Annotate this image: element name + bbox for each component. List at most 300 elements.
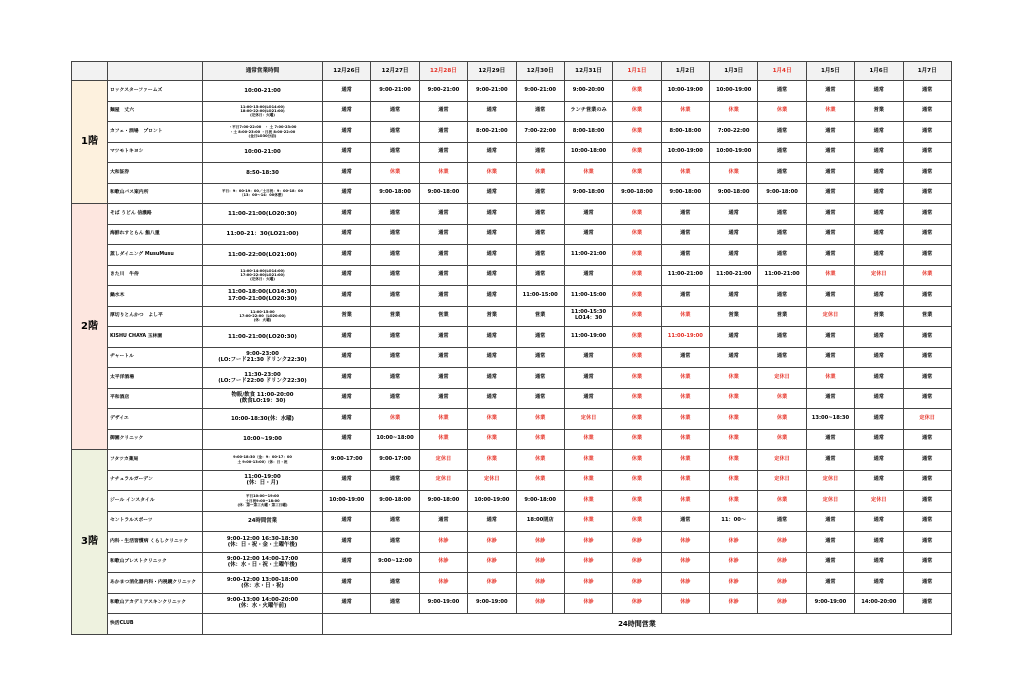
day-status: 休業 [613, 286, 661, 307]
table-row [72, 183, 952, 204]
day-status: 通常 [806, 204, 854, 225]
day-status: 休業 [613, 306, 661, 327]
day-status: 9:00-18:00 [613, 183, 661, 204]
day-status: 休診 [564, 552, 612, 573]
day-status: 休業 [710, 491, 758, 512]
day-status: 9:00-18:00 [419, 183, 467, 204]
day-status: 通常 [323, 327, 371, 348]
day-status: 休診 [661, 532, 709, 553]
day-status: 通常 [419, 101, 467, 122]
day-status: 休診 [564, 532, 612, 553]
day-status: 通常 [903, 368, 951, 389]
day-status: 通常 [806, 122, 854, 143]
day-status: 通常 [806, 183, 854, 204]
holiday-hours-table [71, 61, 952, 635]
day-status: 休業 [564, 450, 612, 471]
regular-hours: 11:00-21：30(LO21:00) [203, 224, 323, 245]
floor-label: 2階 [72, 204, 108, 450]
day-status: 定休日 [903, 409, 951, 430]
day-status: 休業 [613, 122, 661, 143]
day-status: 休業 [564, 491, 612, 512]
date-header: 1月6日 [855, 62, 903, 81]
day-status: 通常 [758, 142, 806, 163]
day-status: 9:00-21:00 [419, 81, 467, 102]
day-status: 休診 [710, 573, 758, 594]
table-row [72, 614, 952, 635]
day-status: 10:00-19:00 [468, 491, 516, 512]
day-status: 通常 [419, 327, 467, 348]
day-status: 通常 [903, 327, 951, 348]
store-name: デザイエ [108, 409, 203, 430]
day-status: 通常 [903, 142, 951, 163]
table-row [72, 470, 952, 491]
day-status: 休診 [516, 532, 564, 553]
day-status: 通常 [806, 388, 854, 409]
day-status: 9:00-19:00 [806, 593, 854, 614]
day-status: 通常 [323, 388, 371, 409]
day-status: 通常 [855, 204, 903, 225]
regular-hours [203, 614, 323, 635]
day-status: 通常 [806, 142, 854, 163]
day-status: 休業 [710, 163, 758, 184]
day-status: 休業 [758, 388, 806, 409]
day-status: 休診 [758, 593, 806, 614]
day-status: 10:00-19:00 [661, 81, 709, 102]
day-status: 休業 [564, 511, 612, 532]
day-status: 通常 [371, 142, 419, 163]
day-status: 通常 [371, 573, 419, 594]
day-status: 11:00-21:00 [758, 265, 806, 286]
day-status: 定休日 [468, 470, 516, 491]
day-status: 通常 [516, 245, 564, 266]
day-status: 休業 [903, 265, 951, 286]
day-status: 通常 [855, 532, 903, 553]
regular-hours: 10:00-21:00 [203, 142, 323, 163]
day-status: 通常 [855, 183, 903, 204]
day-status: 通常 [468, 265, 516, 286]
day-status: 通常 [903, 163, 951, 184]
table-row [72, 450, 952, 471]
day-status: 通常 [371, 265, 419, 286]
day-status: 通常 [806, 224, 854, 245]
day-status: 通常 [855, 224, 903, 245]
day-status: 休業 [613, 511, 661, 532]
store-name: そば うどん 信濃路 [108, 204, 203, 225]
day-status: 通常 [371, 470, 419, 491]
day-status: 休診 [564, 573, 612, 594]
date-header: 1月5日 [806, 62, 854, 81]
day-status: 通常 [806, 286, 854, 307]
day-status: 通常 [661, 511, 709, 532]
day-status: 通常 [855, 388, 903, 409]
day-status: 休診 [516, 593, 564, 614]
day-status: 通常 [371, 286, 419, 307]
day-status: 休業 [613, 327, 661, 348]
day-status: 休業 [613, 142, 661, 163]
date-header: 1月7日 [903, 62, 951, 81]
day-status: 通常 [855, 511, 903, 532]
store-name: 和歌山アカデミアスキンクリニック [108, 593, 203, 614]
store-header [108, 62, 203, 81]
day-status: 通常 [323, 204, 371, 225]
day-status: 休業 [516, 429, 564, 450]
day-status: 9:00-21:00 [468, 81, 516, 102]
day-status: 通常 [323, 163, 371, 184]
day-status: 通常 [855, 552, 903, 573]
table-row [72, 306, 952, 327]
day-status: 休業 [806, 101, 854, 122]
day-status: 休業 [468, 429, 516, 450]
table-row [72, 552, 952, 573]
day-status: 休業 [516, 470, 564, 491]
store-name: 大和証券 [108, 163, 203, 184]
day-status: 休業 [758, 429, 806, 450]
day-status: 通常 [516, 183, 564, 204]
date-header: 12月31日 [564, 62, 612, 81]
day-status: 通常 [564, 224, 612, 245]
day-status: 通常 [806, 450, 854, 471]
day-status: 休業 [661, 409, 709, 430]
day-status: 通常 [806, 511, 854, 532]
day-status: 休業 [661, 388, 709, 409]
header-row [72, 62, 952, 81]
day-status: 通常 [371, 388, 419, 409]
date-header: 1月1日 [613, 62, 661, 81]
floor-label: 3階 [72, 450, 108, 635]
day-status: 休業 [758, 101, 806, 122]
day-status: 通常 [371, 532, 419, 553]
day-status: 休業 [613, 388, 661, 409]
date-header: 12月26日 [323, 62, 371, 81]
day-status: ランチ営業のみ [564, 101, 612, 122]
day-status: 通常 [758, 511, 806, 532]
day-status: 定休日 [419, 450, 467, 471]
day-status: 通常 [371, 347, 419, 368]
table-row [72, 327, 952, 348]
day-status: 休業 [661, 368, 709, 389]
day-status: 通常 [855, 450, 903, 471]
day-status: 休業 [661, 450, 709, 471]
day-status: 通常 [661, 224, 709, 245]
day-status: 9:00-18:00 [710, 183, 758, 204]
day-status: 通常 [371, 593, 419, 614]
day-status: 通常 [323, 101, 371, 122]
day-status: 通常 [806, 245, 854, 266]
day-status: 通常 [903, 532, 951, 553]
day-status: 営業 [516, 306, 564, 327]
day-status: 通常 [903, 286, 951, 307]
day-status: 休業 [710, 368, 758, 389]
date-header: 12月28日 [419, 62, 467, 81]
day-status: 通常 [710, 245, 758, 266]
day-status: 通常 [903, 470, 951, 491]
day-status: 通常 [855, 122, 903, 143]
date-header: 12月30日 [516, 62, 564, 81]
all-days-status: 24時間営業 [323, 614, 952, 635]
day-status: 休業 [564, 470, 612, 491]
day-status: 通常 [323, 347, 371, 368]
regular-hours: 9:00-13:00 14:00-20:00 (休：水・火曜午前) [203, 593, 323, 614]
store-name: カフェ・酒場 プロント [108, 122, 203, 143]
table-row [72, 163, 952, 184]
day-status: 通常 [516, 101, 564, 122]
day-status: 休業 [710, 388, 758, 409]
regular-hours: 9:00-12:00 14:00-17:00 (休：水・日・祝・土曜午後) [203, 552, 323, 573]
day-status: 営業 [903, 306, 951, 327]
store-name: 和歌山バス案内所 [108, 183, 203, 204]
day-status: 通常 [855, 327, 903, 348]
day-status: 通常 [419, 388, 467, 409]
day-status: 通常 [371, 122, 419, 143]
day-status: 通常 [516, 224, 564, 245]
regular-hours: 9:00-18:30（金：9：00-17：00 土 9:00-13:00）（休：日・祝 [203, 450, 323, 471]
date-header: 12月29日 [468, 62, 516, 81]
day-status: 通常 [903, 491, 951, 512]
table-row [72, 101, 952, 122]
store-name: 快活CLUB [108, 614, 203, 635]
day-status: 定休日 [806, 491, 854, 512]
day-status: 営業 [710, 306, 758, 327]
day-status: 通常 [516, 347, 564, 368]
day-status: 通常 [323, 286, 371, 307]
day-status: 通常 [855, 409, 903, 430]
regular-hours: 8:50-18:30 [203, 163, 323, 184]
table-row [72, 265, 952, 286]
day-status: 休業 [758, 491, 806, 512]
day-status: 通常 [323, 429, 371, 450]
day-status: 通常 [855, 286, 903, 307]
day-status: 休業 [710, 450, 758, 471]
day-status: 通常 [468, 368, 516, 389]
day-status: 通常 [661, 245, 709, 266]
table-row [72, 511, 952, 532]
day-status: 通常 [903, 101, 951, 122]
day-status: 休業 [419, 163, 467, 184]
day-status: 8:00-18:00 [661, 122, 709, 143]
day-status: 休業 [613, 224, 661, 245]
day-status: 通常 [855, 347, 903, 368]
table-row [72, 142, 952, 163]
day-status: 通常 [468, 245, 516, 266]
day-status: 通常 [710, 224, 758, 245]
regular-hours: 11:00-15:00(LO14:00) 18:00-22:00(LO21:00) (定休日：火曜) [203, 101, 323, 122]
day-status: 営業 [855, 101, 903, 122]
day-status: 通常 [419, 204, 467, 225]
day-status: 通常 [323, 552, 371, 573]
day-status: 休診 [661, 593, 709, 614]
table-body [72, 81, 952, 635]
day-status: 定休日 [806, 306, 854, 327]
day-status: 通常 [419, 347, 467, 368]
day-status: 通常 [371, 101, 419, 122]
day-status: 通常 [419, 511, 467, 532]
day-status: 通常 [903, 245, 951, 266]
day-status: 休業 [661, 491, 709, 512]
hours-header: 通常営業時間 [203, 62, 323, 81]
day-status: 通常 [323, 245, 371, 266]
table-row [72, 81, 952, 102]
day-status: 通常 [758, 245, 806, 266]
day-status: 定休日 [855, 265, 903, 286]
day-status: 休業 [468, 409, 516, 430]
day-status: 9:00-18:00 [419, 491, 467, 512]
day-status: 通常 [903, 573, 951, 594]
day-status: 休業 [710, 101, 758, 122]
day-status: 通常 [468, 347, 516, 368]
store-name: 麺屋 丈六 [108, 101, 203, 122]
table-row [72, 409, 952, 430]
day-status: 休業 [758, 409, 806, 430]
day-status: 通常 [371, 224, 419, 245]
day-status: 9:00-20:00 [564, 81, 612, 102]
day-status: 通常 [661, 286, 709, 307]
day-status: 通常 [710, 204, 758, 225]
day-status: 休業 [613, 368, 661, 389]
table-row [72, 286, 952, 307]
day-status: 通常 [516, 368, 564, 389]
day-status: 休診 [710, 593, 758, 614]
regular-hours: 9:00-12:00 13:00-18:00 (休：水・日・祝) [203, 573, 323, 594]
day-status: 10:00-19:00 [323, 491, 371, 512]
day-status: 休診 [710, 532, 758, 553]
store-name: セントラルスポーツ [108, 511, 203, 532]
regular-hours: 11:00-21:00(LO20:30) [203, 204, 323, 225]
day-status: 定休日 [564, 409, 612, 430]
day-status: 通常 [419, 368, 467, 389]
day-status: 休診 [758, 573, 806, 594]
store-name: ヂャートル [108, 347, 203, 368]
table-row [72, 347, 952, 368]
day-status: 営業 [855, 306, 903, 327]
day-status: 休業 [371, 163, 419, 184]
floor-label: 1階 [72, 81, 108, 204]
day-status: 通常 [468, 388, 516, 409]
day-status: 通常 [758, 327, 806, 348]
day-status: 通常 [419, 122, 467, 143]
day-status: 定休日 [758, 450, 806, 471]
store-name: フタツカ薬局 [108, 450, 203, 471]
day-status: 通常 [758, 163, 806, 184]
day-status: 9:00-21:00 [516, 81, 564, 102]
day-status: 9:00-21:00 [371, 81, 419, 102]
day-status: 休診 [419, 552, 467, 573]
store-name: ナチュラルガーデン [108, 470, 203, 491]
day-status: 休業 [613, 204, 661, 225]
day-status: 11:00-19:00 [661, 327, 709, 348]
day-status: 休業 [613, 347, 661, 368]
regular-hours: 11:00-22:00(LO21:00) [203, 245, 323, 266]
day-status: 休業 [806, 368, 854, 389]
day-status: 9:00-18:00 [516, 491, 564, 512]
day-status: 休業 [613, 429, 661, 450]
day-status: 休業 [564, 163, 612, 184]
day-status: 通常 [323, 532, 371, 553]
day-status: 休診 [468, 573, 516, 594]
regular-hours: 平日：9：00-19：00／土日祝：9：00-18：00 （13：00～14：00休憩） [203, 183, 323, 204]
day-status: 休診 [419, 573, 467, 594]
day-status: 9:00-18:00 [758, 183, 806, 204]
day-status: 通常 [806, 81, 854, 102]
day-status: 通常 [855, 470, 903, 491]
day-status: 通常 [323, 224, 371, 245]
day-status: 定休日 [855, 491, 903, 512]
day-status: 通常 [323, 368, 371, 389]
day-status: 通常 [468, 142, 516, 163]
day-status: 休業 [806, 265, 854, 286]
day-status: 休診 [661, 552, 709, 573]
day-status: 通常 [516, 265, 564, 286]
day-status: 9:00~12:00 [371, 552, 419, 573]
day-status: 9:00-18:00 [661, 183, 709, 204]
day-status: 休業 [564, 429, 612, 450]
day-status: 通常 [855, 142, 903, 163]
day-status: 通常 [806, 347, 854, 368]
day-status: 通常 [323, 409, 371, 430]
day-status: 通常 [758, 286, 806, 307]
table-row [72, 593, 952, 614]
day-status: 休業 [710, 429, 758, 450]
day-status: 休業 [613, 409, 661, 430]
regular-hours: 10:00-18:30(休：水曜) [203, 409, 323, 430]
day-status: 14:00-20:00 [855, 593, 903, 614]
regular-hours: 11:00-19:00 (休：日・月) [203, 470, 323, 491]
day-status: 通常 [323, 265, 371, 286]
store-name: ロックスターファームズ [108, 81, 203, 102]
day-status: 通常 [758, 122, 806, 143]
store-name: KISHU CHAYA 玉林園 [108, 327, 203, 348]
day-status: 通常 [468, 511, 516, 532]
day-status: 休業 [661, 101, 709, 122]
day-status: 8:00-21:00 [468, 122, 516, 143]
day-status: 通常 [855, 368, 903, 389]
table-row [72, 429, 952, 450]
day-status: 休業 [661, 163, 709, 184]
day-status: 通常 [419, 142, 467, 163]
day-status: 通常 [806, 163, 854, 184]
day-status: 休診 [564, 593, 612, 614]
day-status: 11:00-21:00 [710, 265, 758, 286]
day-status: 10:00-19:00 [710, 81, 758, 102]
day-status: 通常 [903, 81, 951, 102]
day-status: 休業 [710, 409, 758, 430]
day-status: 通常 [468, 183, 516, 204]
day-status: 11:00-15:00 [564, 286, 612, 307]
store-name: ジール インスタイル [108, 491, 203, 512]
day-status: 通常 [371, 511, 419, 532]
day-status: 休診 [661, 573, 709, 594]
day-status: 休診 [613, 593, 661, 614]
table-row [72, 224, 952, 245]
day-status: 休業 [419, 429, 467, 450]
table-row [72, 532, 952, 553]
day-status: 通常 [419, 245, 467, 266]
day-status: 休診 [758, 552, 806, 573]
day-status: 9:00-17:00 [323, 450, 371, 471]
day-status: 10:00-18:00 [564, 142, 612, 163]
day-status: 通常 [806, 552, 854, 573]
day-status: 通常 [758, 204, 806, 225]
store-name: マツモトキヨシ [108, 142, 203, 163]
day-status: 休業 [661, 470, 709, 491]
day-status: 9:00-19:00 [468, 593, 516, 614]
day-status: 通常 [903, 450, 951, 471]
day-status: 10:00-19:00 [661, 142, 709, 163]
day-status: 通常 [806, 573, 854, 594]
day-status: 13:00~18:30 [806, 409, 854, 430]
day-status: 通常 [806, 532, 854, 553]
day-status: 7:00-22:00 [516, 122, 564, 143]
day-status: 通常 [468, 286, 516, 307]
